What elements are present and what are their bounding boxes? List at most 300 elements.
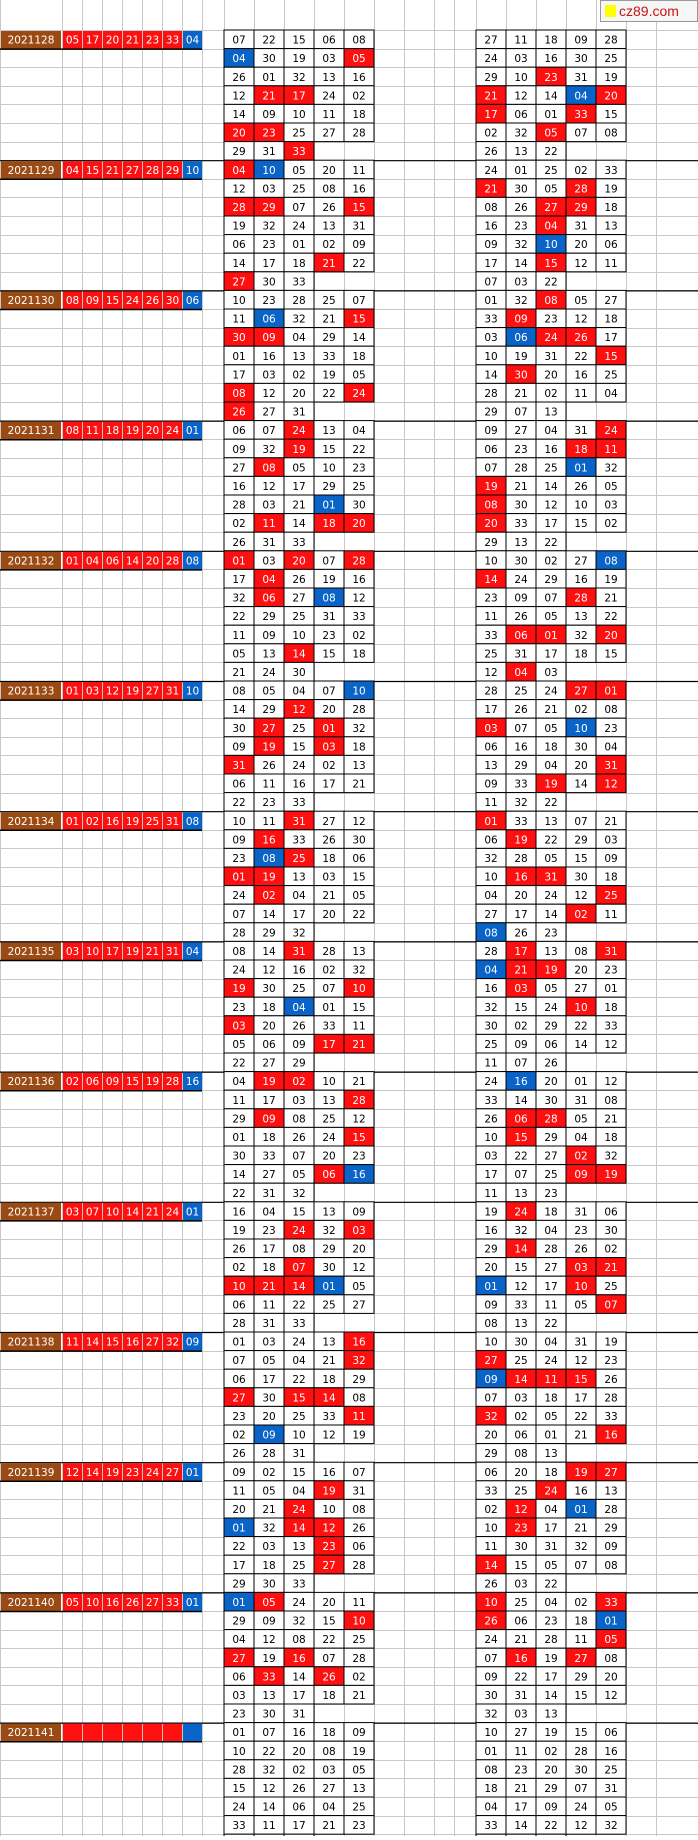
left-number: 25: [352, 1801, 366, 1814]
left-number: 22: [352, 257, 366, 270]
right-number: 20: [574, 964, 588, 977]
left-number: 23: [232, 1411, 246, 1423]
left-number: 28: [232, 499, 246, 512]
right-number: 08: [604, 1559, 618, 1572]
right-number: 22: [544, 1820, 558, 1833]
right-number: 28: [484, 388, 498, 400]
red-ball-number: 28: [165, 1076, 180, 1089]
red-ball-number: 27: [145, 685, 160, 698]
left-number: 31: [292, 1708, 306, 1721]
right-number: 33: [604, 1597, 618, 1609]
right-number: 16: [514, 871, 528, 884]
left-number: 30: [232, 1150, 246, 1163]
red-ball-number: 20: [145, 425, 160, 438]
right-number: 25: [544, 1169, 558, 1182]
right-number: 31: [574, 1094, 588, 1107]
left-number: 15: [292, 34, 306, 47]
right-number: 32: [604, 1820, 618, 1833]
left-number: 05: [352, 1764, 366, 1777]
red-ball-number: 21: [125, 34, 140, 47]
right-number: 12: [514, 90, 528, 103]
left-number: 12: [262, 1783, 276, 1795]
right-number: 01: [484, 1745, 498, 1758]
left-number: 22: [352, 908, 366, 921]
left-number: 07: [352, 295, 366, 307]
right-number: 01: [574, 462, 588, 475]
red-ball-number: 05: [65, 1597, 80, 1609]
left-number: 22: [322, 1634, 336, 1647]
right-number: 23: [544, 1615, 558, 1628]
right-number: 12: [544, 499, 558, 512]
right-number: 12: [514, 1280, 528, 1293]
right-number: 28: [604, 1504, 618, 1516]
right-number: 18: [484, 1783, 498, 1795]
left-number: 11: [322, 109, 336, 121]
right-number: 09: [484, 1671, 498, 1684]
right-number: 21: [514, 481, 528, 493]
right-number: 18: [544, 1392, 558, 1405]
right-number: 22: [574, 1411, 588, 1423]
right-number: 33: [514, 815, 528, 828]
right-number: 01: [574, 1504, 588, 1516]
left-number: 18: [322, 1373, 336, 1386]
right-number: 09: [484, 1373, 498, 1386]
period-label: 2021139: [7, 1466, 55, 1479]
right-number: 19: [484, 1206, 498, 1219]
right-number: 29: [544, 574, 558, 586]
right-number: 21: [604, 1113, 618, 1126]
left-number: 22: [232, 797, 246, 810]
left-number: 14: [262, 946, 276, 958]
left-number: 24: [292, 1597, 306, 1609]
right-number: 20: [484, 1262, 498, 1275]
right-number: 28: [514, 462, 528, 475]
left-number: 08: [292, 1634, 306, 1647]
right-number: 31: [574, 1336, 588, 1349]
left-number: 28: [232, 1764, 246, 1777]
right-number: 10: [574, 1001, 588, 1014]
left-number: 28: [262, 1448, 276, 1461]
left-number: 29: [322, 481, 336, 493]
right-number: 06: [514, 1429, 528, 1442]
left-number: 05: [232, 1039, 246, 1051]
left-number: 25: [352, 1634, 366, 1647]
left-number: 32: [262, 1764, 276, 1777]
right-number: 11: [514, 34, 528, 47]
blue-ball-number: 01: [185, 1597, 200, 1609]
left-number: 12: [322, 1522, 336, 1535]
left-number: 17: [292, 90, 306, 103]
left-number: 30: [352, 499, 366, 512]
left-number: 20: [322, 1150, 336, 1163]
left-number: 10: [232, 1280, 246, 1293]
left-number: 03: [232, 1690, 246, 1702]
right-number: 01: [484, 295, 498, 307]
right-number: 03: [514, 983, 528, 996]
left-number: 20: [292, 388, 306, 400]
right-number: 06: [514, 1615, 528, 1628]
left-number: 08: [292, 1243, 306, 1256]
red-ball-number: 15: [105, 1336, 120, 1349]
left-number: 02: [232, 1429, 246, 1442]
right-number: 13: [604, 1485, 618, 1498]
red-ball-number: 09: [85, 295, 100, 307]
right-number: 17: [484, 257, 498, 270]
left-number: 12: [232, 90, 246, 103]
right-number: 08: [484, 1318, 498, 1330]
red-ball-number: 02: [65, 1076, 80, 1089]
right-number: 09: [544, 1801, 558, 1814]
right-number: 02: [574, 908, 588, 921]
right-number: 02: [574, 1150, 588, 1163]
left-number: 32: [262, 1522, 276, 1535]
left-number: 31: [292, 946, 306, 958]
right-number: 04: [544, 220, 558, 233]
left-number: 06: [322, 1169, 336, 1182]
left-number: 02: [352, 90, 366, 103]
left-number: 05: [262, 1597, 276, 1609]
left-number: 06: [262, 313, 276, 326]
left-number: 33: [292, 797, 306, 810]
left-number: 01: [322, 499, 336, 512]
left-number: 04: [232, 1634, 246, 1647]
left-number: 04: [232, 53, 246, 66]
period-label: 2021128: [7, 34, 55, 47]
period-label: 2021129: [7, 164, 55, 177]
blue-ball-number: 10: [185, 685, 200, 698]
left-number: 05: [352, 53, 366, 66]
left-number: 10: [352, 1615, 366, 1628]
left-number: 14: [322, 1392, 336, 1405]
right-number: 33: [484, 313, 498, 326]
left-number: 06: [232, 425, 246, 438]
right-number: 31: [604, 1783, 618, 1795]
left-number: 13: [352, 760, 366, 772]
right-number: 16: [574, 574, 588, 586]
right-number: 27: [604, 1466, 618, 1479]
right-number: 26: [514, 704, 528, 717]
right-number: 28: [574, 592, 588, 605]
left-number: 14: [232, 257, 246, 270]
red-ball-number: 19: [125, 685, 140, 698]
right-number: 21: [574, 1429, 588, 1442]
left-number: 18: [352, 741, 366, 754]
left-number: 27: [232, 1392, 246, 1405]
left-number: 13: [322, 425, 336, 438]
right-number: 02: [544, 1745, 558, 1758]
left-number: 17: [262, 1373, 276, 1386]
left-number: 19: [262, 871, 276, 884]
right-number: 17: [484, 109, 498, 121]
right-number: 13: [514, 1187, 528, 1200]
right-number: 19: [514, 834, 528, 847]
right-number: 29: [484, 536, 498, 549]
blue-ball-number: 01: [185, 1206, 200, 1219]
left-number: 16: [262, 350, 276, 363]
left-number: 31: [262, 1187, 276, 1200]
right-number: 03: [604, 499, 618, 512]
left-number: 08: [232, 685, 246, 698]
right-number: 18: [544, 741, 558, 754]
right-number: 17: [544, 518, 558, 531]
right-number: 07: [574, 127, 588, 140]
left-number: 07: [352, 1466, 366, 1479]
right-number: 27: [574, 1652, 588, 1665]
right-number: 22: [544, 797, 558, 810]
red-ball-number: 16: [125, 1336, 140, 1349]
left-number: 29: [262, 202, 276, 214]
left-number: 04: [232, 1076, 246, 1089]
left-number: 13: [352, 1783, 366, 1795]
red-ball-number: 14: [85, 1336, 100, 1349]
right-number: 13: [484, 760, 498, 772]
right-number: 10: [574, 499, 588, 512]
left-number: 23: [262, 239, 276, 252]
left-number: 09: [262, 109, 276, 121]
right-number: 04: [574, 1132, 588, 1144]
left-number: 07: [232, 34, 246, 47]
left-number: 10: [232, 295, 246, 307]
right-number: 24: [484, 53, 498, 66]
left-number: 25: [292, 1411, 306, 1423]
right-number: 22: [514, 1671, 528, 1684]
left-number: 15: [352, 202, 366, 214]
left-number: 20: [232, 1504, 246, 1516]
right-number: 18: [544, 1466, 558, 1479]
right-number: 30: [604, 1225, 618, 1237]
right-number: 09: [574, 34, 588, 47]
left-number: 23: [322, 1541, 336, 1554]
left-number: 31: [322, 611, 336, 624]
right-number: 32: [514, 1225, 528, 1237]
left-number: 16: [352, 1336, 366, 1349]
left-number: 17: [292, 481, 306, 493]
right-number: 31: [574, 220, 588, 233]
right-number: 16: [514, 1076, 528, 1089]
right-number: 27: [574, 983, 588, 996]
left-number: 33: [292, 834, 306, 847]
left-number: 11: [352, 1597, 366, 1609]
left-number: 28: [352, 127, 366, 140]
left-number: 29: [262, 611, 276, 624]
left-number: 26: [232, 536, 246, 549]
left-number: 14: [292, 1280, 306, 1293]
left-number: 03: [322, 741, 336, 754]
right-number: 04: [544, 425, 558, 438]
left-number: 25: [322, 1113, 336, 1126]
red-ball-number: 01: [65, 685, 80, 698]
right-number: 01: [544, 629, 558, 642]
right-number: 14: [574, 1039, 588, 1051]
red-ball-cell: [123, 1724, 142, 1742]
right-number: 29: [574, 202, 588, 214]
left-number: 23: [232, 1001, 246, 1014]
left-number: 30: [232, 722, 246, 735]
right-number: 08: [604, 127, 618, 140]
red-ball-number: 27: [125, 164, 140, 177]
right-number: 25: [604, 1764, 618, 1777]
left-number: 03: [262, 1541, 276, 1554]
left-number: 20: [262, 1020, 276, 1033]
right-number: 30: [514, 183, 528, 196]
red-ball-number: 28: [145, 164, 160, 177]
right-number: 33: [514, 778, 528, 791]
left-number: 15: [322, 443, 336, 456]
red-ball-number: 02: [85, 815, 100, 828]
left-number: 24: [322, 90, 336, 103]
right-number: 02: [484, 1504, 498, 1516]
left-number: 03: [262, 499, 276, 512]
right-number: 08: [604, 1094, 618, 1107]
right-number: 33: [604, 164, 618, 177]
right-number: 23: [604, 722, 618, 735]
left-number: 13: [292, 350, 306, 363]
right-number: 19: [544, 1727, 558, 1740]
red-ball-number: 21: [105, 164, 120, 177]
left-number: 21: [322, 1820, 336, 1833]
right-number: 23: [604, 964, 618, 977]
right-number: 05: [574, 1299, 588, 1312]
right-number: 17: [544, 1280, 558, 1293]
right-number: 13: [544, 946, 558, 958]
left-number: 20: [352, 518, 366, 531]
left-number: 09: [262, 1113, 276, 1126]
right-number: 09: [604, 1541, 618, 1554]
right-number: 07: [514, 722, 528, 735]
left-number: 18: [262, 1001, 276, 1014]
left-number: 12: [262, 1634, 276, 1647]
blue-ball-number: 08: [185, 815, 200, 828]
right-number: 10: [484, 1727, 498, 1740]
left-number: 04: [232, 164, 246, 177]
left-number: 19: [262, 1076, 276, 1089]
right-number: 09: [514, 1039, 528, 1051]
right-number: 27: [544, 1150, 558, 1163]
left-number: 29: [232, 1578, 246, 1591]
left-number: 08: [352, 1392, 366, 1405]
red-ball-number: 27: [165, 1466, 180, 1479]
red-ball-number: 05: [65, 34, 80, 47]
left-number: 05: [352, 369, 366, 382]
left-number: 21: [262, 1280, 276, 1293]
left-number: 11: [352, 164, 366, 177]
left-number: 31: [292, 1448, 306, 1461]
right-number: 28: [604, 1392, 618, 1405]
left-number: 03: [292, 1094, 306, 1107]
left-number: 33: [292, 536, 306, 549]
left-number: 02: [352, 629, 366, 642]
left-number: 10: [352, 685, 366, 698]
right-number: 07: [514, 406, 528, 419]
left-number: 12: [262, 388, 276, 400]
right-number: 03: [514, 1392, 528, 1405]
left-number: 20: [262, 1411, 276, 1423]
left-number: 28: [232, 202, 246, 214]
red-ball-number: 26: [125, 1597, 140, 1609]
right-number: 19: [574, 1466, 588, 1479]
left-number: 10: [322, 1504, 336, 1516]
left-number: 32: [292, 927, 306, 940]
right-number: 15: [574, 1690, 588, 1702]
left-number: 10: [262, 164, 276, 177]
right-number: 30: [514, 499, 528, 512]
left-number: 09: [262, 1615, 276, 1628]
right-number: 14: [484, 369, 498, 382]
right-number: 21: [484, 90, 498, 103]
right-number: 01: [544, 1429, 558, 1442]
right-number: 09: [484, 778, 498, 791]
right-number: 05: [544, 127, 558, 140]
right-number: 14: [514, 1820, 528, 1833]
period-label: 2021131: [7, 425, 55, 438]
right-number: 27: [604, 295, 618, 307]
right-number: 08: [604, 1652, 618, 1665]
red-ball-cell: [143, 1724, 162, 1742]
right-number: 23: [544, 313, 558, 326]
red-ball-number: 30: [165, 295, 180, 307]
left-number: 04: [292, 1001, 306, 1014]
red-ball-number: 27: [145, 1336, 160, 1349]
left-number: 15: [322, 648, 336, 661]
right-number: 27: [484, 908, 498, 921]
right-number: 09: [484, 425, 498, 438]
red-ball-number: 10: [105, 1206, 120, 1219]
left-number: 31: [292, 406, 306, 419]
red-ball-number: 15: [125, 1076, 140, 1089]
right-number: 08: [514, 1448, 528, 1461]
left-number: 09: [352, 1727, 366, 1740]
left-number: 12: [262, 481, 276, 493]
right-number: 13: [574, 611, 588, 624]
left-number: 26: [322, 834, 336, 847]
right-number: 29: [484, 1448, 498, 1461]
left-number: 32: [292, 1187, 306, 1200]
left-number: 11: [262, 1299, 276, 1312]
right-number: 16: [484, 220, 498, 233]
right-number: 33: [484, 1485, 498, 1498]
right-number: 25: [544, 164, 558, 177]
left-number: 23: [322, 629, 336, 642]
right-number: 24: [574, 1801, 588, 1814]
right-number: 20: [574, 760, 588, 772]
right-number: 28: [484, 946, 498, 958]
right-number: 13: [514, 1318, 528, 1330]
left-number: 21: [352, 778, 366, 791]
left-number: 32: [292, 71, 306, 84]
right-number: 11: [484, 1187, 498, 1200]
right-number: 14: [514, 1243, 528, 1256]
left-number: 24: [292, 220, 306, 233]
left-number: 11: [352, 1020, 366, 1033]
right-number: 06: [514, 109, 528, 121]
right-number: 07: [484, 462, 498, 475]
right-number: 15: [544, 257, 558, 270]
red-ball-number: 08: [65, 425, 80, 438]
red-ball-number: 19: [145, 1076, 160, 1089]
left-number: 05: [292, 1169, 306, 1182]
period-label: 2021130: [7, 295, 55, 307]
left-number: 02: [352, 1671, 366, 1684]
red-ball-number: 08: [65, 295, 80, 307]
right-number: 28: [544, 1634, 558, 1647]
red-ball-number: 03: [65, 1206, 80, 1219]
red-ball-cell: [83, 1724, 102, 1742]
left-number: 15: [292, 741, 306, 754]
right-number: 10: [484, 555, 498, 568]
left-number: 25: [322, 1299, 336, 1312]
left-number: 29: [352, 1373, 366, 1386]
left-number: 23: [352, 1150, 366, 1163]
